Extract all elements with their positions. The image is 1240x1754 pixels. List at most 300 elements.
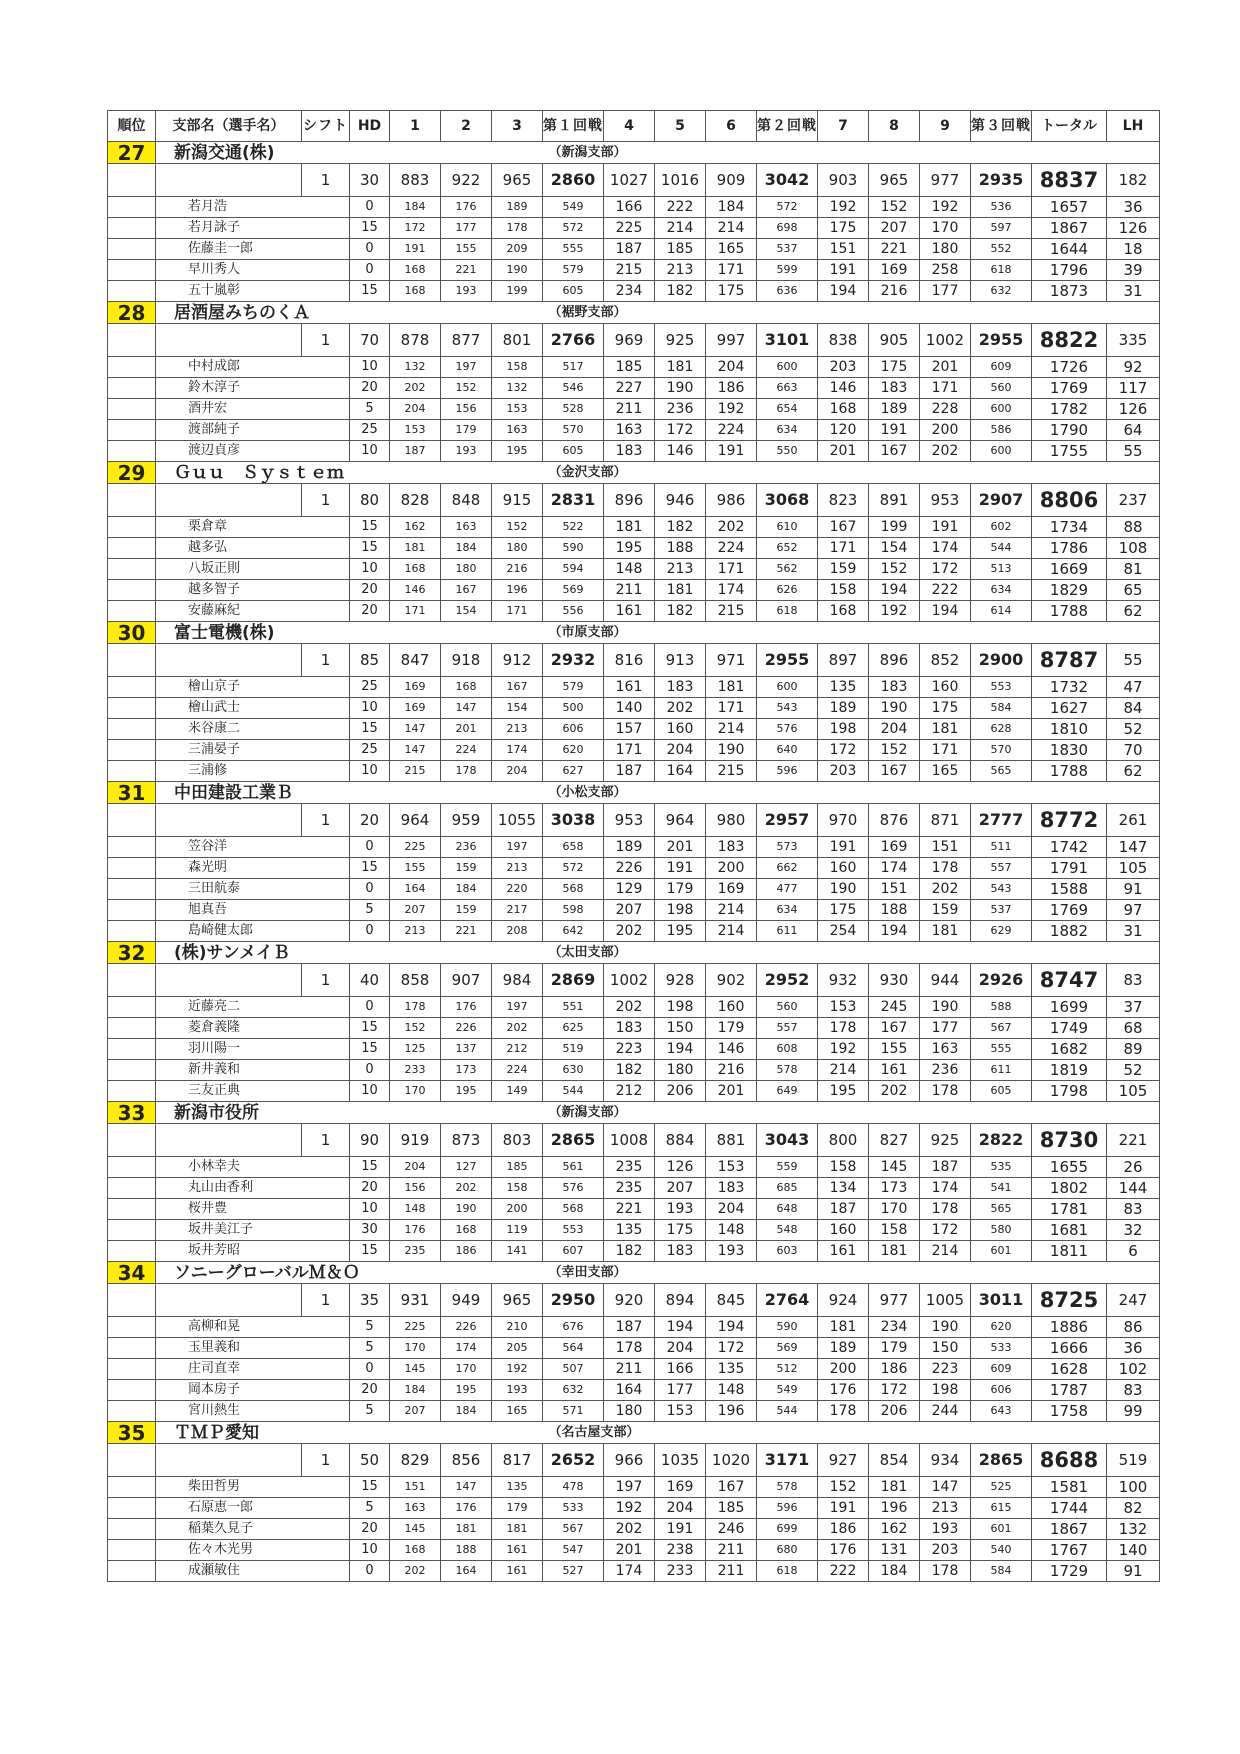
player-score-cell: 569 — [543, 580, 604, 601]
player-score-cell: 189 — [604, 837, 655, 858]
player-score-cell: 206 — [655, 1081, 706, 1102]
player-name: 安藤麻紀 — [156, 601, 350, 622]
player-score-cell: 192 — [604, 1498, 655, 1519]
player-score-cell: 160 — [655, 719, 706, 740]
player-score-cell: 224 — [492, 1060, 543, 1081]
player-score-cell: 185 — [706, 1498, 757, 1519]
player-name: 庄司直幸 — [156, 1359, 350, 1380]
player-score-cell: 213 — [492, 858, 543, 879]
player-score-cell: 199 — [869, 517, 920, 538]
team-score-cell: 35 — [350, 1284, 390, 1317]
player-score-cell: 183 — [604, 441, 655, 462]
player-score-cell: 155 — [441, 239, 492, 260]
player-hd: 10 — [350, 559, 390, 580]
player-score-cell: 181 — [390, 538, 441, 559]
player-score-cell: 662 — [757, 858, 818, 879]
player-score-cell: 190 — [441, 1199, 492, 1220]
team-score-cell: 977 — [920, 164, 971, 197]
player-score-cell: 1657 — [1032, 197, 1107, 218]
player-score-cell: 189 — [492, 197, 543, 218]
player-score-cell: 544 — [757, 1401, 818, 1422]
header-hd: HD — [350, 111, 390, 142]
player-score-cell: 191 — [869, 420, 920, 441]
player-score-cell: 158 — [869, 1220, 920, 1241]
player-name: 越多智子 — [156, 580, 350, 601]
player-score-cell: 528 — [543, 399, 604, 420]
player-score-cell: 184 — [390, 197, 441, 218]
player-score-cell: 628 — [971, 719, 1032, 740]
player-hd: 5 — [350, 900, 390, 921]
player-score-cell: 132 — [492, 378, 543, 399]
player-score-cell: 685 — [757, 1178, 818, 1199]
player-score-cell: 204 — [655, 740, 706, 761]
player-score-cell: 36 — [1107, 1338, 1160, 1359]
player-row — [108, 399, 1160, 420]
player-score-cell: 195 — [492, 441, 543, 462]
player-score-cell: 1791 — [1032, 858, 1107, 879]
player-score-cell: 171 — [920, 740, 971, 761]
team-score-cell: 964 — [390, 804, 441, 837]
player-score-cell: 37 — [1107, 997, 1160, 1018]
player-score-cell: 553 — [971, 677, 1032, 698]
player-score-cell: 233 — [655, 1561, 706, 1582]
player-score-cell: 216 — [706, 1060, 757, 1081]
player-score-cell: 190 — [818, 879, 869, 900]
player-name: 笠谷洋 — [156, 837, 350, 858]
player-score-cell: 629 — [971, 921, 1032, 942]
player-score-cell: 1655 — [1032, 1157, 1107, 1178]
header-game-2: 2 — [441, 111, 492, 142]
player-name: 島崎健太郎 — [156, 921, 350, 942]
player-score-cell: 214 — [920, 1241, 971, 1262]
player-score-cell: 543 — [757, 698, 818, 719]
header-round-1: 第１回戦 — [543, 111, 604, 142]
player-score-cell: 576 — [543, 1178, 604, 1199]
player-score-cell: 147 — [390, 740, 441, 761]
player-score-cell: 1786 — [1032, 538, 1107, 559]
player-score-cell: 1581 — [1032, 1477, 1107, 1498]
player-score-cell: 576 — [757, 719, 818, 740]
player-score-cell: 148 — [604, 559, 655, 580]
player-score-cell: 584 — [971, 1561, 1032, 1582]
player-hd: 15 — [350, 538, 390, 559]
empty-cell — [156, 964, 302, 997]
team-score-cell: 953 — [604, 804, 655, 837]
team-score-cell: 980 — [706, 804, 757, 837]
player-score-cell: 195 — [441, 1081, 492, 1102]
player-score-cell: 173 — [441, 1060, 492, 1081]
header-game-7: 7 — [818, 111, 869, 142]
player-score-cell: 192 — [818, 197, 869, 218]
player-score-cell: 190 — [869, 698, 920, 719]
player-score-cell: 191 — [920, 517, 971, 538]
player-score-cell: 181 — [869, 1241, 920, 1262]
player-score-cell: 158 — [818, 580, 869, 601]
player-score-cell: 632 — [971, 281, 1032, 302]
player-score-cell: 181 — [920, 719, 971, 740]
player-name: 丸山由香利 — [156, 1178, 350, 1199]
player-score-cell: 181 — [869, 1477, 920, 1498]
team-score-cell: 1008 — [604, 1124, 655, 1157]
player-score-cell: 224 — [706, 420, 757, 441]
player-hd: 20 — [350, 378, 390, 399]
player-score-cell: 194 — [655, 1039, 706, 1060]
player-score-cell: 1666 — [1032, 1338, 1107, 1359]
player-score-cell: 178 — [441, 761, 492, 782]
team-score-cell: 827 — [869, 1124, 920, 1157]
team-score-cell: 2764 — [757, 1284, 818, 1317]
player-score-cell: 195 — [818, 1081, 869, 1102]
player-score-cell: 201 — [706, 1081, 757, 1102]
player-score-cell: 204 — [655, 1338, 706, 1359]
player-score-cell: 190 — [920, 1317, 971, 1338]
player-row — [108, 1081, 1160, 1102]
empty-cell — [108, 420, 156, 441]
player-score-cell: 236 — [441, 837, 492, 858]
player-score-cell: 183 — [869, 677, 920, 698]
player-score-cell: 167 — [869, 1018, 920, 1039]
player-score-cell: 568 — [543, 1199, 604, 1220]
player-score-cell: 153 — [818, 997, 869, 1018]
player-score-cell: 572 — [543, 218, 604, 239]
player-score-cell: 605 — [543, 441, 604, 462]
player-score-cell: 590 — [543, 538, 604, 559]
player-score-cell: 1788 — [1032, 601, 1107, 622]
empty-cell — [156, 164, 302, 197]
player-score-cell: 193 — [492, 1380, 543, 1401]
empty-cell — [108, 239, 156, 260]
player-row — [108, 441, 1160, 462]
player-row — [108, 1220, 1160, 1241]
player-row — [108, 921, 1160, 942]
team-score-cell: 966 — [604, 1444, 655, 1477]
team-branch: （幸田支部） — [543, 1262, 1160, 1284]
player-score-cell: 172 — [920, 559, 971, 580]
player-score-cell: 132 — [1107, 1519, 1160, 1540]
player-score-cell: 211 — [706, 1561, 757, 1582]
player-score-cell: 160 — [920, 677, 971, 698]
results-table — [107, 110, 1160, 1582]
team-score-cell: 2766 — [543, 324, 604, 357]
player-score-cell: 1769 — [1032, 900, 1107, 921]
player-name: 三浦晏子 — [156, 740, 350, 761]
team-score-cell: 877 — [441, 324, 492, 357]
player-score-cell: 187 — [920, 1157, 971, 1178]
player-name: 三田航泰 — [156, 879, 350, 900]
player-score-cell: 213 — [492, 719, 543, 740]
team-score-cell: 1002 — [920, 324, 971, 357]
player-score-cell: 165 — [920, 761, 971, 782]
player-score-cell: 196 — [492, 580, 543, 601]
player-hd: 25 — [350, 420, 390, 441]
empty-cell — [108, 837, 156, 858]
player-score-cell: 177 — [920, 281, 971, 302]
player-row — [108, 197, 1160, 218]
player-score-cell: 145 — [869, 1157, 920, 1178]
player-hd: 5 — [350, 399, 390, 420]
player-score-cell: 202 — [920, 879, 971, 900]
player-score-cell: 1734 — [1032, 517, 1107, 538]
player-score-cell: 181 — [920, 921, 971, 942]
header-game-9: 9 — [920, 111, 971, 142]
player-hd: 0 — [350, 260, 390, 281]
player-score-cell: 178 — [492, 218, 543, 239]
player-score-cell: 197 — [492, 997, 543, 1018]
team-grand-total: 8806 — [1032, 484, 1107, 517]
player-score-cell: 549 — [757, 1380, 818, 1401]
player-score-cell: 578 — [757, 1060, 818, 1081]
player-score-cell: 196 — [869, 1498, 920, 1519]
team-score-cell: 881 — [706, 1124, 757, 1157]
team-header-row — [108, 462, 1160, 484]
player-score-cell: 570 — [543, 420, 604, 441]
team-score-cell: 997 — [706, 324, 757, 357]
player-score-cell: 533 — [543, 1498, 604, 1519]
player-score-cell: 680 — [757, 1540, 818, 1561]
player-score-cell: 620 — [971, 1317, 1032, 1338]
team-header-row — [108, 142, 1160, 164]
player-score-cell: 198 — [818, 719, 869, 740]
team-header-row — [108, 302, 1160, 324]
player-score-cell: 513 — [971, 559, 1032, 580]
player-score-cell: 65 — [1107, 580, 1160, 601]
player-score-cell: 82 — [1107, 1498, 1160, 1519]
player-score-cell: 620 — [543, 740, 604, 761]
player-name: 佐藤圭一郎 — [156, 239, 350, 260]
player-score-cell: 86 — [1107, 1317, 1160, 1338]
player-score-cell: 192 — [920, 197, 971, 218]
player-score-cell: 151 — [818, 239, 869, 260]
player-score-cell: 150 — [655, 1018, 706, 1039]
empty-cell — [156, 324, 302, 357]
empty-cell — [108, 1060, 156, 1081]
player-score-cell: 125 — [390, 1039, 441, 1060]
team-score-cell: 1055 — [492, 804, 543, 837]
player-score-cell: 580 — [971, 1220, 1032, 1241]
team-score-cell: 1005 — [920, 1284, 971, 1317]
player-score-cell: 235 — [390, 1241, 441, 1262]
player-row — [108, 698, 1160, 719]
player-score-cell: 166 — [604, 197, 655, 218]
player-score-cell: 6 — [1107, 1241, 1160, 1262]
player-score-cell: 571 — [543, 1401, 604, 1422]
player-score-cell: 210 — [492, 1317, 543, 1338]
empty-cell — [156, 1124, 302, 1157]
player-score-cell: 181 — [492, 1519, 543, 1540]
team-rank: 34 — [108, 1262, 156, 1284]
empty-cell — [108, 601, 156, 622]
team-score-cell: 3042 — [757, 164, 818, 197]
player-score-cell: 214 — [706, 900, 757, 921]
player-score-cell: 176 — [390, 1220, 441, 1241]
team-score-cell: 878 — [390, 324, 441, 357]
player-score-cell: 155 — [390, 858, 441, 879]
player-score-cell: 176 — [441, 1498, 492, 1519]
player-hd: 10 — [350, 761, 390, 782]
player-score-cell: 201 — [818, 441, 869, 462]
empty-cell — [108, 1338, 156, 1359]
player-name: 檜山武士 — [156, 698, 350, 719]
player-score-cell: 600 — [757, 677, 818, 698]
player-score-cell: 195 — [441, 1380, 492, 1401]
player-row — [108, 378, 1160, 399]
player-score-cell: 254 — [818, 921, 869, 942]
player-score-cell: 214 — [706, 719, 757, 740]
player-score-cell: 221 — [441, 260, 492, 281]
player-score-cell: 189 — [818, 698, 869, 719]
team-score-cell: 817 — [492, 1444, 543, 1477]
player-score-cell: 167 — [818, 517, 869, 538]
player-score-cell: 527 — [543, 1561, 604, 1582]
player-score-cell: 634 — [757, 420, 818, 441]
player-score-cell: 1781 — [1032, 1199, 1107, 1220]
team-name: (株)サンメイＢ — [156, 942, 543, 964]
player-score-cell: 698 — [757, 218, 818, 239]
team-score-cell: 2955 — [971, 324, 1032, 357]
team-score-cell: 896 — [869, 644, 920, 677]
player-score-cell: 99 — [1107, 1401, 1160, 1422]
player-score-cell: 564 — [543, 1338, 604, 1359]
player-score-cell: 163 — [604, 420, 655, 441]
player-score-cell: 171 — [390, 601, 441, 622]
player-hd: 5 — [350, 1498, 390, 1519]
player-hd: 10 — [350, 1199, 390, 1220]
player-score-cell: 152 — [869, 559, 920, 580]
player-score-cell: 170 — [869, 1199, 920, 1220]
player-score-cell: 204 — [706, 357, 757, 378]
player-score-cell: 187 — [604, 761, 655, 782]
player-hd: 10 — [350, 698, 390, 719]
team-grand-total: 8730 — [1032, 1124, 1107, 1157]
player-score-cell: 184 — [390, 1380, 441, 1401]
player-score-cell: 212 — [604, 1081, 655, 1102]
player-score-cell: 127 — [441, 1157, 492, 1178]
player-score-cell: 159 — [441, 900, 492, 921]
team-score-cell: 847 — [390, 644, 441, 677]
player-score-cell: 166 — [655, 1359, 706, 1380]
team-header-row — [108, 622, 1160, 644]
player-score-cell: 179 — [655, 879, 706, 900]
player-score-cell: 129 — [604, 879, 655, 900]
player-score-cell: 627 — [543, 761, 604, 782]
team-score-cell: 969 — [604, 324, 655, 357]
player-score-cell: 140 — [1107, 1540, 1160, 1561]
team-score-cell: 959 — [441, 804, 492, 837]
player-score-cell: 555 — [971, 1039, 1032, 1060]
player-row — [108, 719, 1160, 740]
player-score-cell: 221 — [441, 921, 492, 942]
player-score-cell: 500 — [543, 698, 604, 719]
player-score-cell: 597 — [971, 218, 1032, 239]
team-score-cell: 876 — [869, 804, 920, 837]
empty-cell — [108, 1359, 156, 1380]
player-score-cell: 618 — [757, 601, 818, 622]
player-score-cell: 548 — [757, 1220, 818, 1241]
player-score-cell: 175 — [818, 218, 869, 239]
player-score-cell: 544 — [971, 538, 1032, 559]
player-score-cell: 31 — [1107, 281, 1160, 302]
header-game-1: 1 — [390, 111, 441, 142]
empty-cell — [108, 858, 156, 879]
player-name: 鈴木淳子 — [156, 378, 350, 399]
player-score-cell: 36 — [1107, 197, 1160, 218]
player-score-cell: 1627 — [1032, 698, 1107, 719]
player-score-cell: 52 — [1107, 719, 1160, 740]
player-score-cell: 601 — [971, 1519, 1032, 1540]
player-score-cell: 175 — [869, 357, 920, 378]
player-score-cell: 164 — [655, 761, 706, 782]
empty-cell — [108, 804, 156, 837]
player-score-cell: 246 — [706, 1519, 757, 1540]
empty-cell — [108, 761, 156, 782]
player-score-cell: 1790 — [1032, 420, 1107, 441]
player-row — [108, 761, 1160, 782]
player-score-cell: 163 — [920, 1039, 971, 1060]
team-grand-total: 8787 — [1032, 644, 1107, 677]
player-score-cell: 167 — [706, 1477, 757, 1498]
player-score-cell: 178 — [920, 1081, 971, 1102]
player-score-cell: 560 — [757, 997, 818, 1018]
team-score-cell: 1 — [302, 1284, 350, 1317]
player-row — [108, 1018, 1160, 1039]
team-score-cell: 803 — [492, 1124, 543, 1157]
player-score-cell: 91 — [1107, 1561, 1160, 1582]
player-score-cell: 579 — [543, 260, 604, 281]
team-score-cell: 915 — [492, 484, 543, 517]
team-score-cell: 852 — [920, 644, 971, 677]
player-score-cell: 203 — [818, 761, 869, 782]
empty-cell — [108, 484, 156, 517]
empty-cell — [108, 1018, 156, 1039]
player-hd: 0 — [350, 197, 390, 218]
player-score-cell: 552 — [971, 239, 1032, 260]
player-score-cell: 170 — [441, 1359, 492, 1380]
player-hd: 5 — [350, 1401, 390, 1422]
player-score-cell: 573 — [757, 837, 818, 858]
player-score-cell: 551 — [543, 997, 604, 1018]
player-score-cell: 126 — [655, 1157, 706, 1178]
player-score-cell: 202 — [604, 997, 655, 1018]
player-row — [108, 1317, 1160, 1338]
player-score-cell: 194 — [818, 281, 869, 302]
player-score-cell: 190 — [920, 997, 971, 1018]
player-score-cell: 221 — [604, 1199, 655, 1220]
player-score-cell: 171 — [604, 740, 655, 761]
player-score-cell: 560 — [971, 378, 1032, 399]
player-name: 栗倉章 — [156, 517, 350, 538]
player-score-cell: 183 — [706, 837, 757, 858]
team-rank: 31 — [108, 782, 156, 804]
player-score-cell: 553 — [543, 1220, 604, 1241]
team-score-cell: 928 — [655, 964, 706, 997]
player-score-cell: 152 — [441, 378, 492, 399]
player-score-cell: 200 — [706, 858, 757, 879]
player-score-cell: 648 — [757, 1199, 818, 1220]
player-score-cell: 204 — [706, 1199, 757, 1220]
player-score-cell: 175 — [818, 900, 869, 921]
player-row — [108, 1338, 1160, 1359]
player-score-cell: 211 — [604, 1359, 655, 1380]
player-score-cell: 634 — [971, 580, 1032, 601]
player-name: 越多弘 — [156, 538, 350, 559]
player-score-cell: 182 — [655, 601, 706, 622]
player-score-cell: 161 — [869, 1060, 920, 1081]
player-score-cell: 478 — [543, 1477, 604, 1498]
team-header-row — [108, 1262, 1160, 1284]
player-score-cell: 643 — [971, 1401, 1032, 1422]
player-score-cell: 1802 — [1032, 1178, 1107, 1199]
player-score-cell: 1873 — [1032, 281, 1107, 302]
